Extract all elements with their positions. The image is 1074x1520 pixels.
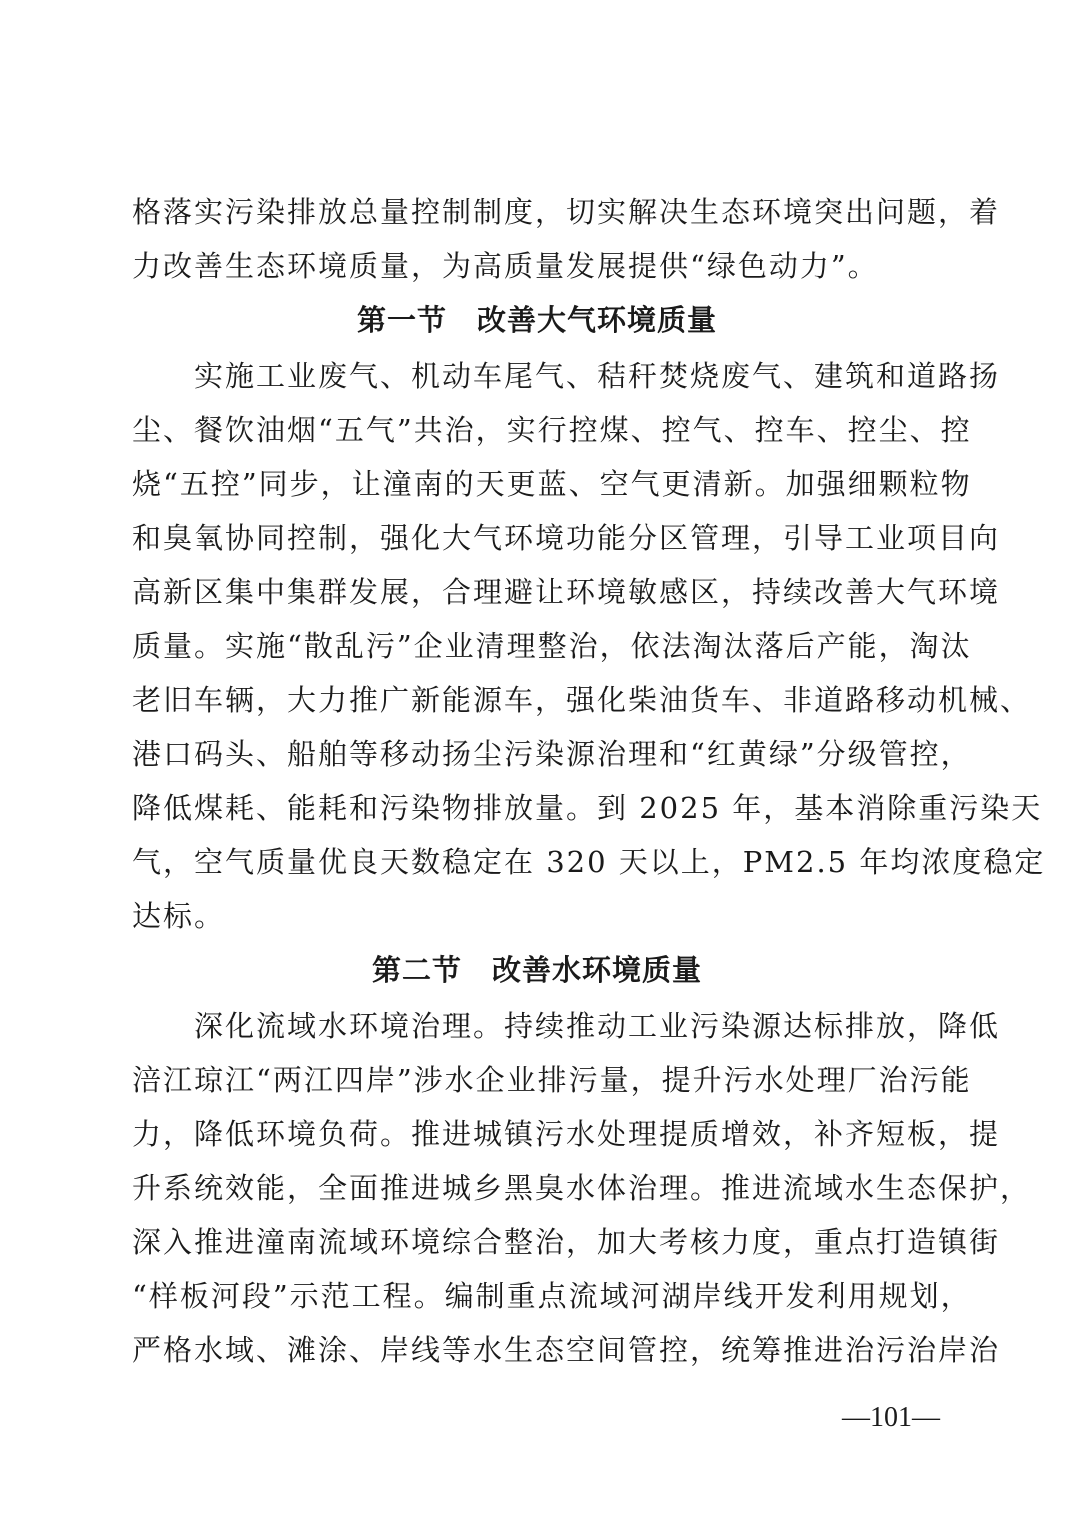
- section-1-line-1: 实施工业废气、机动车尾气、秸秆焚烧废气、建筑和道路扬: [132, 359, 1001, 393]
- section-1-line-11: 达标。: [132, 899, 226, 933]
- intro-line-1: 格落实污染排放总量控制制度，切实解决生态环境突出问题，着: [132, 195, 1001, 229]
- section-1-line-6: 质量。实施“散乱污”企业清理整治，依法淘汰落后产能，淘汰: [132, 629, 972, 663]
- page-number: —101—: [842, 1402, 940, 1433]
- section-2-line-5: 深入推进潼南流域环境综合整治，加大考核力度，重点打造镇街: [132, 1225, 1001, 1259]
- intro-line-2: 力改善生态环境质量，为高质量发展提供“绿色动力”。: [132, 249, 879, 283]
- section-2-line-6: “样板河段”示范工程。编制重点流域河湖岸线开发利用规划，: [132, 1279, 972, 1313]
- section-1-line-9: 降低煤耗、能耗和污染物排放量。到 2025 年，基本消除重污染天: [132, 791, 1043, 825]
- section-1-heading: 第一节 改善大气环境质量: [356, 303, 717, 337]
- section-2-line-2: 涪江琼江“两江四岸”涉水企业排污量，提升污水处理厂治污能: [132, 1063, 972, 1097]
- section-1-line-2: 尘、餐饮油烟“五气”共治，实行控煤、控气、控车、控尘、控: [132, 413, 972, 447]
- section-1-line-3: 烧“五控”同步，让潼南的天更蓝、空气更清新。加强细颗粒物: [132, 467, 972, 501]
- section-1-line-7: 老旧车辆，大力推广新能源车，强化柴油货车、非道路移动机械、: [132, 683, 1032, 717]
- section-2-line-3: 力，降低环境负荷。推进城镇污水处理提质增效，补齐短板，提: [132, 1117, 1001, 1151]
- section-1-line-5: 高新区集中集群发展，合理避让环境敏感区，持续改善大气环境: [132, 575, 1001, 609]
- section-2-heading: 第二节 改善水环境质量: [371, 953, 702, 987]
- section-1-line-4: 和臭氧协同控制，强化大气环境功能分区管理，引导工业项目向: [132, 521, 1001, 555]
- section-2-line-1: 深化流域水环境治理。持续推动工业污染源达标排放，降低: [132, 1009, 1001, 1043]
- section-2-line-4: 升系统效能，全面推进城乡黑臭水体治理。推进流域水生态保护，: [132, 1171, 1032, 1205]
- section-1-line-8: 港口码头、船舶等移动扬尘污染源治理和“红黄绿”分级管控，: [132, 737, 972, 771]
- section-1-line-10: 气，空气质量优良天数稳定在 320 天以上，PM2.5 年均浓度稳定: [132, 845, 1046, 879]
- section-2-line-7: 严格水域、滩涂、岸线等水生态空间管控，统筹推进治污治岸治: [132, 1333, 1001, 1367]
